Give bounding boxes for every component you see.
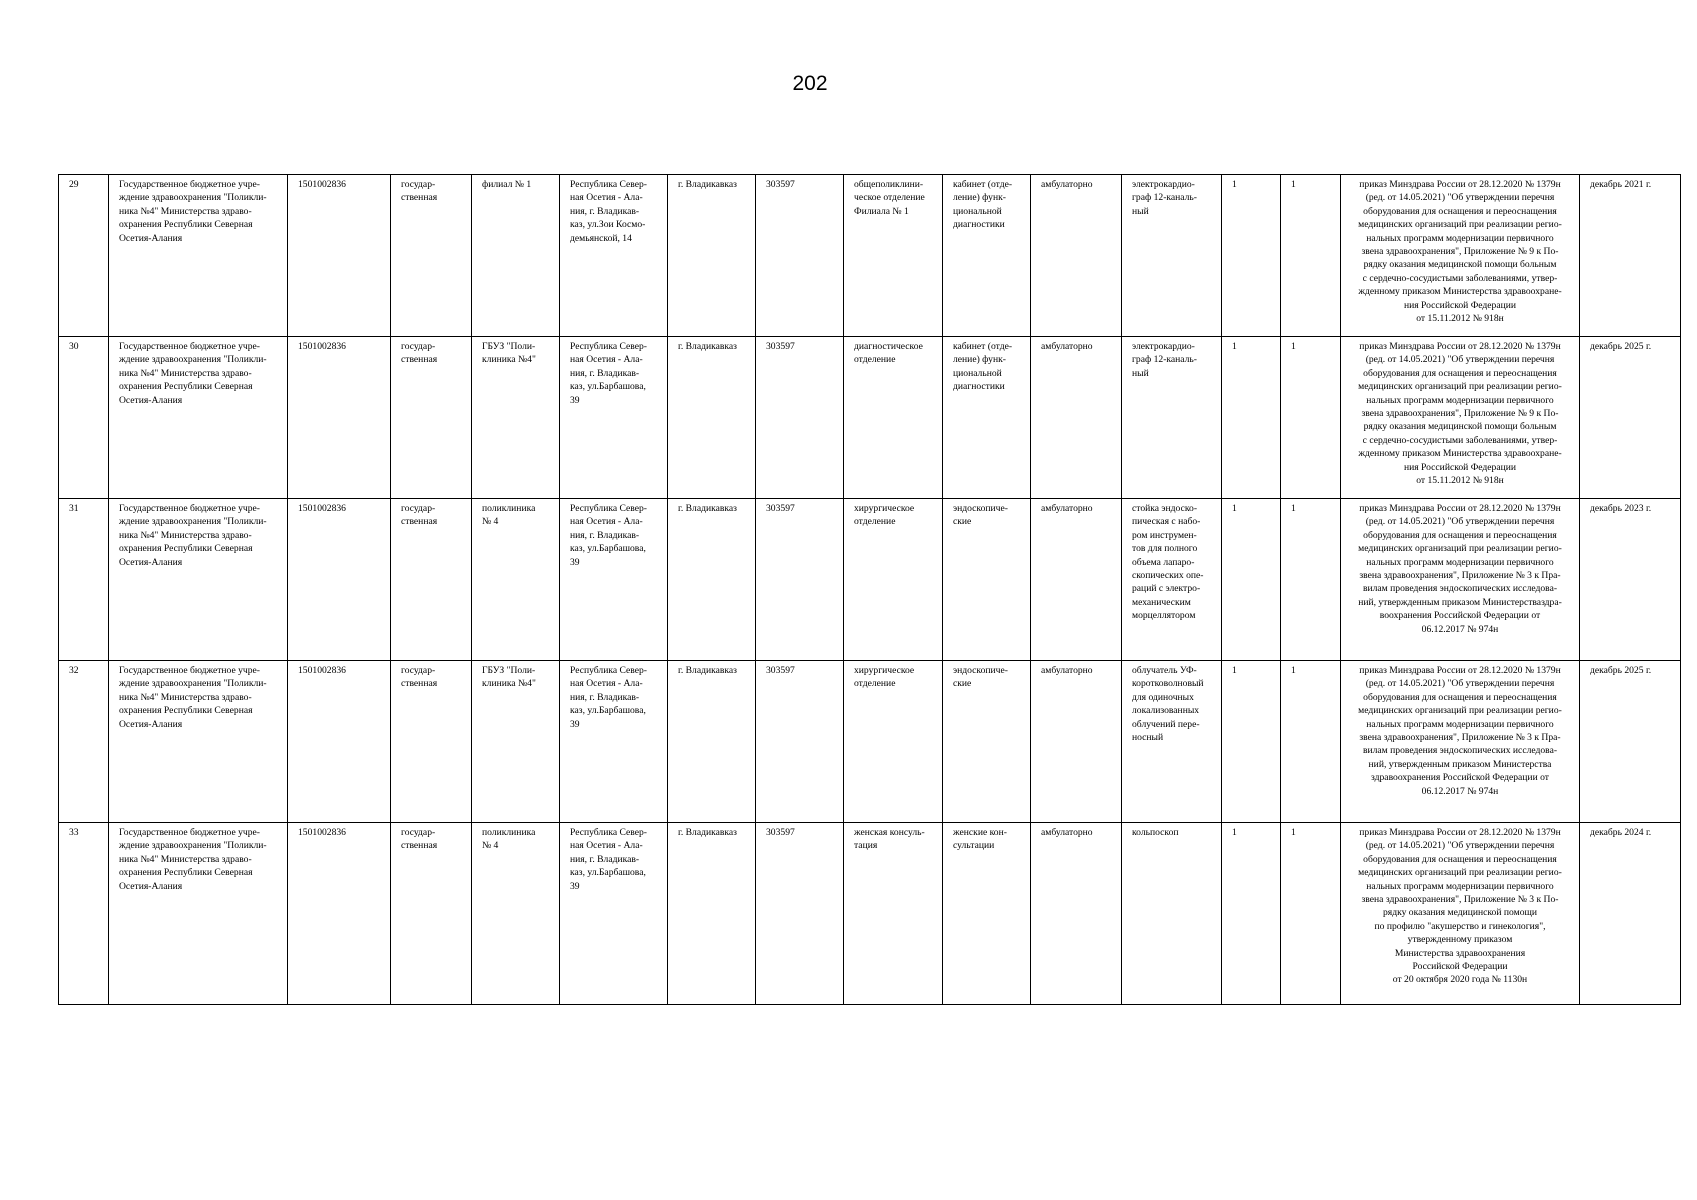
cell-text-line: ный (1132, 367, 1149, 379)
cell-text-line: коротковолновый (1132, 678, 1204, 690)
cell-text-line: № 4 (482, 840, 499, 852)
cell-text-line: утвержденному приказом (1407, 934, 1513, 946)
cell-address (560, 337, 668, 499)
cell-text-line: ственная (401, 840, 438, 852)
cell-text-line: воохранения Российской Федерации от (1379, 610, 1541, 622)
cell-text-line: рядку оказания медицинской помощи больным (1363, 259, 1557, 271)
cell-text-line: звена здравоохранения", Приложение № 9 к По- (1361, 408, 1559, 420)
cell-text-line: диагностики (953, 219, 1005, 231)
cell-text-line: (ред. от 14.05.2021) "Об утверждении перечня (1365, 516, 1555, 528)
cell-quantity-2: 1 (1281, 499, 1341, 661)
cell-text-line: общеполиклини- (854, 179, 924, 190)
cell-text-line: эндоскопиче- (953, 503, 1008, 514)
cell-text-line: носный (1132, 732, 1164, 744)
cell-text-line: ний, утвержденным приказом Министерства (1368, 758, 1552, 770)
cell-date: декабрь 2023 г. (1580, 499, 1681, 661)
page-number: 202 (792, 72, 828, 95)
cell-text-line: приказ Минздрава России от 28.12.2020 № 1379н (1359, 665, 1561, 676)
cell-text-line: оборудования для оснащения и переоснащения (1363, 853, 1557, 865)
cell-text-line: государ- (401, 341, 436, 352)
cell-text-line: оборудования для оснащения и переоснащения (1363, 529, 1557, 541)
cell-text-line: ная Осетия - Ала- (570, 840, 643, 852)
cell-subdivision (472, 823, 560, 1005)
cell-text-line: каз, ул.Барбашова, (570, 867, 646, 879)
cell-text-line: циональной (953, 205, 1002, 217)
cell-text-line: звена здравоохранения", Приложение № 9 к По- (1361, 246, 1559, 258)
cell-text-line: женская консуль- (854, 827, 925, 838)
cell-city: г. Владикавказ (668, 175, 756, 337)
cell-address (560, 661, 668, 823)
cell-inn: 1501002836 (288, 661, 391, 823)
cell-ownership (391, 337, 472, 499)
cell-text-line: ственная (401, 678, 438, 690)
cell-code: 303597 (756, 175, 844, 337)
cell-date: декабрь 2021 г. (1580, 175, 1681, 337)
cell-address (560, 499, 668, 661)
cell-text-line: ния Российской Федерации (1403, 299, 1517, 311)
cell-text-line: облучатель УФ- (1132, 665, 1197, 676)
cell-text-line: приказ Минздрава России от 28.12.2020 № 1379н (1359, 827, 1561, 838)
cell-text-line: Государственное бюджетное учре- (119, 665, 260, 676)
cell-text-line: нальных программ модернизации первичного (1366, 232, 1554, 244)
cell-inn: 1501002836 (288, 499, 391, 661)
cell-text-line: для одиночных (1132, 691, 1194, 703)
cell-text-line: поликлиника (482, 827, 536, 838)
cell-text-line: ждение здравоохранения "Поликли- (119, 354, 267, 366)
cell-text-line: ния, г. Владикав- (570, 691, 640, 703)
cell-code: 303597 (756, 499, 844, 661)
cell-quantity-2: 1 (1281, 661, 1341, 823)
cell-care-form: амбулаторно (1031, 175, 1122, 337)
cell-quantity-1: 1 (1222, 499, 1281, 661)
cell-text-line: звена здравоохранения", Приложение № 3 к Пра- (1359, 570, 1561, 582)
cell-text-line: ния, г. Владикав- (570, 853, 640, 865)
cell-cabinet (943, 337, 1031, 499)
cell-text-line: (ред. от 14.05.2021) "Об утверждении перечня (1365, 354, 1555, 366)
cell-text-line: клиника №4" (482, 678, 536, 690)
cell-text-line: 06.12.2017 № 974н (1421, 785, 1499, 797)
cell-text-line: 06.12.2017 № 974н (1421, 623, 1499, 635)
cell-text-line: ждение здравоохранения "Поликли- (119, 192, 267, 204)
cell-text-line: оборудования для оснащения и переоснащения (1363, 691, 1557, 703)
cell-inn: 1501002836 (288, 823, 391, 1005)
cell-text-line: с сердечно-сосудистыми заболеваниями, утвер- (1362, 272, 1558, 284)
cell-department (844, 661, 943, 823)
cell-text-line: охранения Республики Северная (119, 219, 253, 231)
cell-text-line: звена здравоохранения", Приложение № 3 к Пра- (1359, 732, 1561, 744)
cell-text-line: ление) функ- (953, 354, 1006, 366)
cell-text-line: хирургическое (854, 665, 915, 676)
cell-text-line: охранения Республики Северная (119, 543, 253, 555)
cell-text-line: кабинет (отде- (953, 179, 1013, 190)
cell-date: декабрь 2025 г. (1580, 661, 1681, 823)
cell-city: г. Владикавказ (668, 823, 756, 1005)
cell-text-line: ление) функ- (953, 192, 1006, 204)
cell-text-line: государ- (401, 503, 436, 514)
cell-text-line: кольпоскоп (1132, 827, 1179, 838)
cell-code: 303597 (756, 661, 844, 823)
cell-text-line: (ред. от 14.05.2021) "Об утверждении перечня (1365, 840, 1555, 852)
cell-text-line: приказ Минздрава России от 28.12.2020 № 1379н (1359, 341, 1561, 352)
table-row (59, 175, 1681, 337)
cell-text-line: медицинских организаций при реализации регио- (1358, 381, 1562, 393)
equipment-table (58, 174, 1681, 1005)
cell-text-line: каз, ул.Зои Космо- (570, 219, 646, 231)
cell-text-line: Республика Север- (570, 827, 648, 838)
table-body (59, 175, 1681, 1005)
cell-text-line: от 20 октября 2020 года № 1130н (1392, 974, 1528, 986)
cell-text-line: Государственное бюджетное учре- (119, 341, 260, 352)
cell-text-line: ния, г. Владикав- (570, 367, 640, 379)
cell-text-line: здравоохранения Российской Федерации от (1371, 772, 1549, 784)
cell-date: декабрь 2025 г. (1580, 337, 1681, 499)
cell-text-line: Осетия-Алания (119, 880, 183, 892)
table-row (59, 337, 1681, 499)
cell-subdivision (472, 337, 560, 499)
cell-text-line: отделение (854, 354, 896, 366)
cell-text-line: по профилю "акушерство и гинекология", (1374, 920, 1546, 932)
cell-text-line: электрокардио- (1132, 341, 1195, 352)
table-row (59, 661, 1681, 823)
cell-text-line: ника №4" Министерства здраво- (119, 205, 252, 217)
cell-text-line: ника №4" Министерства здраво- (119, 691, 252, 703)
cell-text-line: раций с электро- (1132, 583, 1201, 595)
cell-text-line: ственная (401, 516, 438, 528)
cell-ownership (391, 661, 472, 823)
cell-text-line: механическим (1132, 596, 1191, 608)
cell-text-line: каз, ул.Барбашова, (570, 705, 646, 717)
cell-text-line: ственная (401, 192, 438, 204)
cell-department (844, 337, 943, 499)
cell-subdivision (472, 175, 560, 337)
cell-text-line: циональной (953, 367, 1002, 379)
cell-text-line: приказ Минздрава России от 28.12.2020 № 1379н (1359, 503, 1561, 514)
cell-text-line: 39 (570, 556, 580, 568)
cell-text-line: хирургическое (854, 503, 915, 514)
cell-legal-basis (1341, 499, 1580, 661)
cell-text-line: ния, г. Владикав- (570, 205, 640, 217)
cell-text-line: ника №4" Министерства здраво- (119, 853, 252, 865)
cell-cabinet (943, 499, 1031, 661)
cell-equipment (1122, 499, 1222, 661)
cell-text-line: пическая с набо- (1132, 516, 1201, 528)
cell-text-line: вилам проведения эндоскопических исследова- (1362, 583, 1558, 595)
cell-row-number: 30 (59, 337, 109, 499)
cell-legal-basis (1341, 823, 1580, 1005)
cell-address (560, 823, 668, 1005)
cell-text-line: 39 (570, 394, 580, 406)
cell-text-line: отделение (854, 516, 896, 528)
cell-text-line: тов для полного (1132, 543, 1198, 555)
cell-text-line: нальных программ модернизации первичного (1366, 880, 1554, 892)
cell-text-line: нальных программ модернизации первичного (1366, 394, 1554, 406)
cell-text-line: ника №4" Министерства здраво- (119, 529, 252, 541)
cell-text-line: государ- (401, 827, 436, 838)
cell-text-line: облучений пере- (1132, 718, 1200, 730)
cell-text-line: от 15.11.2012 № 918н (1416, 313, 1504, 325)
cell-text-line: ний, утвержденным приказом Министерстваздра- (1358, 596, 1562, 608)
cell-text-line: ная Осетия - Ала- (570, 516, 643, 528)
cell-text-line: ские (953, 678, 972, 690)
cell-text-line: охранения Республики Северная (119, 867, 253, 879)
cell-text-line: ственная (401, 354, 438, 366)
cell-text-line: морцеллятором (1132, 610, 1196, 622)
cell-quantity-1: 1 (1222, 175, 1281, 337)
cell-text-line: 39 (570, 718, 580, 730)
cell-text-line: ГБУЗ "Поли- (482, 341, 536, 352)
cell-text-line: Осетия-Алания (119, 394, 183, 406)
cell-quantity-2: 1 (1281, 823, 1341, 1005)
cell-text-line: кабинет (отде- (953, 341, 1013, 352)
cell-text-line: Российской Федерации (1412, 961, 1508, 973)
cell-equipment (1122, 661, 1222, 823)
cell-text-line: Государственное бюджетное учре- (119, 179, 260, 190)
cell-text-line: ские (953, 516, 972, 528)
cell-text-line: оборудования для оснащения и переоснащения (1363, 205, 1557, 217)
cell-text-line: с сердечно-сосудистыми заболеваниями, утвер- (1362, 434, 1558, 446)
cell-text-line: Республика Север- (570, 179, 648, 190)
cell-text-line: Государственное бюджетное учре- (119, 827, 260, 838)
cell-text-line: ника №4" Министерства здраво- (119, 367, 252, 379)
cell-text-line: сультации (953, 840, 995, 852)
cell-row-number: 29 (59, 175, 109, 337)
cell-text-line: ная Осетия - Ала- (570, 678, 643, 690)
cell-text-line: стойка эндоско- (1132, 503, 1198, 514)
cell-equipment (1122, 823, 1222, 1005)
cell-text-line: Республика Север- (570, 341, 648, 352)
cell-text-line: ния, г. Владикав- (570, 529, 640, 541)
cell-code: 303597 (756, 337, 844, 499)
cell-text-line: электрокардио- (1132, 179, 1195, 190)
cell-address (560, 175, 668, 337)
cell-legal-basis (1341, 661, 1580, 823)
cell-text-line: (ред. от 14.05.2021) "Об утверждении перечня (1365, 678, 1555, 690)
cell-organization (109, 337, 288, 499)
cell-equipment (1122, 337, 1222, 499)
cell-text-line: охранения Республики Северная (119, 705, 253, 717)
cell-ownership (391, 823, 472, 1005)
cell-text-line: диагностики (953, 381, 1005, 393)
cell-text-line: объема лапаро- (1132, 556, 1195, 568)
cell-quantity-2: 1 (1281, 175, 1341, 337)
cell-text-line: рядку оказания медицинской помощи (1382, 907, 1538, 919)
cell-organization (109, 175, 288, 337)
cell-text-line: поликлиника (482, 503, 536, 514)
cell-row-number: 33 (59, 823, 109, 1005)
cell-department (844, 175, 943, 337)
cell-text-line: скопических опе- (1132, 570, 1204, 582)
cell-ownership (391, 175, 472, 337)
cell-text-line: Государственное бюджетное учре- (119, 503, 260, 514)
cell-text-line: отделение (854, 678, 896, 690)
cell-text-line: филиал № 1 (482, 179, 532, 190)
cell-text-line: Осетия-Алания (119, 556, 183, 568)
cell-care-form: амбулаторно (1031, 499, 1122, 661)
cell-text-line: государ- (401, 665, 436, 676)
cell-text-line: диагностическое (854, 341, 923, 352)
cell-text-line: ческое отделение (854, 192, 925, 204)
cell-text-line: клиника №4" (482, 354, 536, 366)
cell-text-line: жденному приказом Министерства здравоохране- (1358, 448, 1562, 460)
cell-department (844, 499, 943, 661)
cell-text-line: граф 12-каналь- (1132, 192, 1198, 204)
cell-text-line: женские кон- (953, 827, 1007, 838)
cell-text-line: ная Осетия - Ала- (570, 354, 643, 366)
cell-quantity-1: 1 (1222, 337, 1281, 499)
cell-quantity-2: 1 (1281, 337, 1341, 499)
cell-text-line: граф 12-каналь- (1132, 354, 1198, 366)
cell-text-line: эндоскопиче- (953, 665, 1008, 676)
cell-legal-basis (1341, 175, 1580, 337)
cell-quantity-1: 1 (1222, 661, 1281, 823)
cell-inn: 1501002836 (288, 175, 391, 337)
cell-row-number: 32 (59, 661, 109, 823)
cell-date: декабрь 2024 г. (1580, 823, 1681, 1005)
cell-care-form: амбулаторно (1031, 661, 1122, 823)
cell-text-line: ждение здравоохранения "Поликли- (119, 516, 267, 528)
cell-text-line: приказ Минздрава России от 28.12.2020 № 1379н (1359, 179, 1561, 190)
cell-equipment (1122, 175, 1222, 337)
cell-inn: 1501002836 (288, 337, 391, 499)
cell-text-line: демьянской, 14 (570, 232, 632, 244)
cell-cabinet (943, 823, 1031, 1005)
cell-organization (109, 661, 288, 823)
cell-text-line: ждение здравоохранения "Поликли- (119, 840, 267, 852)
cell-text-line: оборудования для оснащения и переоснащения (1363, 367, 1557, 379)
cell-text-line: рядку оказания медицинской помощи больным (1363, 421, 1557, 433)
cell-subdivision (472, 499, 560, 661)
cell-city: г. Владикавказ (668, 499, 756, 661)
cell-text-line: медицинских организаций при реализации регио- (1358, 705, 1562, 717)
cell-text-line: Филиала № 1 (854, 205, 909, 217)
cell-text-line: ждение здравоохранения "Поликли- (119, 678, 267, 690)
cell-text-line: ГБУЗ "Поли- (482, 665, 536, 676)
cell-text-line: жденному приказом Министерства здравоохране- (1358, 286, 1562, 298)
cell-text-line: Республика Север- (570, 665, 648, 676)
cell-text-line: медицинских организаций при реализации регио- (1358, 219, 1562, 231)
cell-text-line: (ред. от 14.05.2021) "Об утверждении перечня (1365, 192, 1555, 204)
cell-subdivision (472, 661, 560, 823)
cell-text-line: локализованных (1132, 705, 1200, 717)
cell-text-line: государ- (401, 179, 436, 190)
cell-text-line: нальных программ модернизации первичного (1366, 718, 1554, 730)
cell-text-line: ный (1132, 205, 1149, 217)
cell-code: 303597 (756, 823, 844, 1005)
table-row (59, 823, 1681, 1005)
cell-text-line: охранения Республики Северная (119, 381, 253, 393)
cell-text-line: вилам проведения эндоскопических исследова- (1362, 745, 1558, 757)
cell-city: г. Владикавказ (668, 661, 756, 823)
cell-care-form: амбулаторно (1031, 337, 1122, 499)
cell-legal-basis (1341, 337, 1580, 499)
cell-text-line: каз, ул.Барбашова, (570, 543, 646, 555)
cell-organization (109, 499, 288, 661)
cell-text-line: ная Осетия - Ала- (570, 192, 643, 204)
cell-city: г. Владикавказ (668, 337, 756, 499)
cell-text-line: Осетия-Алания (119, 718, 183, 730)
cell-text-line: 39 (570, 880, 580, 892)
cell-care-form: амбулаторно (1031, 823, 1122, 1005)
cell-text-line: от 15.11.2012 № 918н (1416, 475, 1504, 487)
cell-text-line: Республика Север- (570, 503, 648, 514)
cell-text-line: тация (854, 840, 878, 852)
cell-quantity-1: 1 (1222, 823, 1281, 1005)
cell-text-line: медицинских организаций при реализации регио- (1358, 867, 1562, 879)
cell-text-line: Министерства здравоохранения (1394, 947, 1526, 959)
cell-row-number: 31 (59, 499, 109, 661)
cell-text-line: медицинских организаций при реализации регио- (1358, 543, 1562, 555)
table-row (59, 499, 1681, 661)
cell-text-line: нальных программ модернизации первичного (1366, 556, 1554, 568)
cell-text-line: Осетия-Алания (119, 232, 183, 244)
cell-cabinet (943, 661, 1031, 823)
cell-text-line: каз, ул.Барбашова, (570, 381, 646, 393)
cell-ownership (391, 499, 472, 661)
cell-organization (109, 823, 288, 1005)
cell-cabinet (943, 175, 1031, 337)
cell-text-line: ром инструмен- (1132, 529, 1197, 541)
cell-text-line: № 4 (482, 516, 499, 528)
cell-department (844, 823, 943, 1005)
cell-text-line: ния Российской Федерации (1403, 461, 1517, 473)
cell-text-line: звена здравоохранения", Приложение № 3 к По- (1361, 894, 1559, 906)
